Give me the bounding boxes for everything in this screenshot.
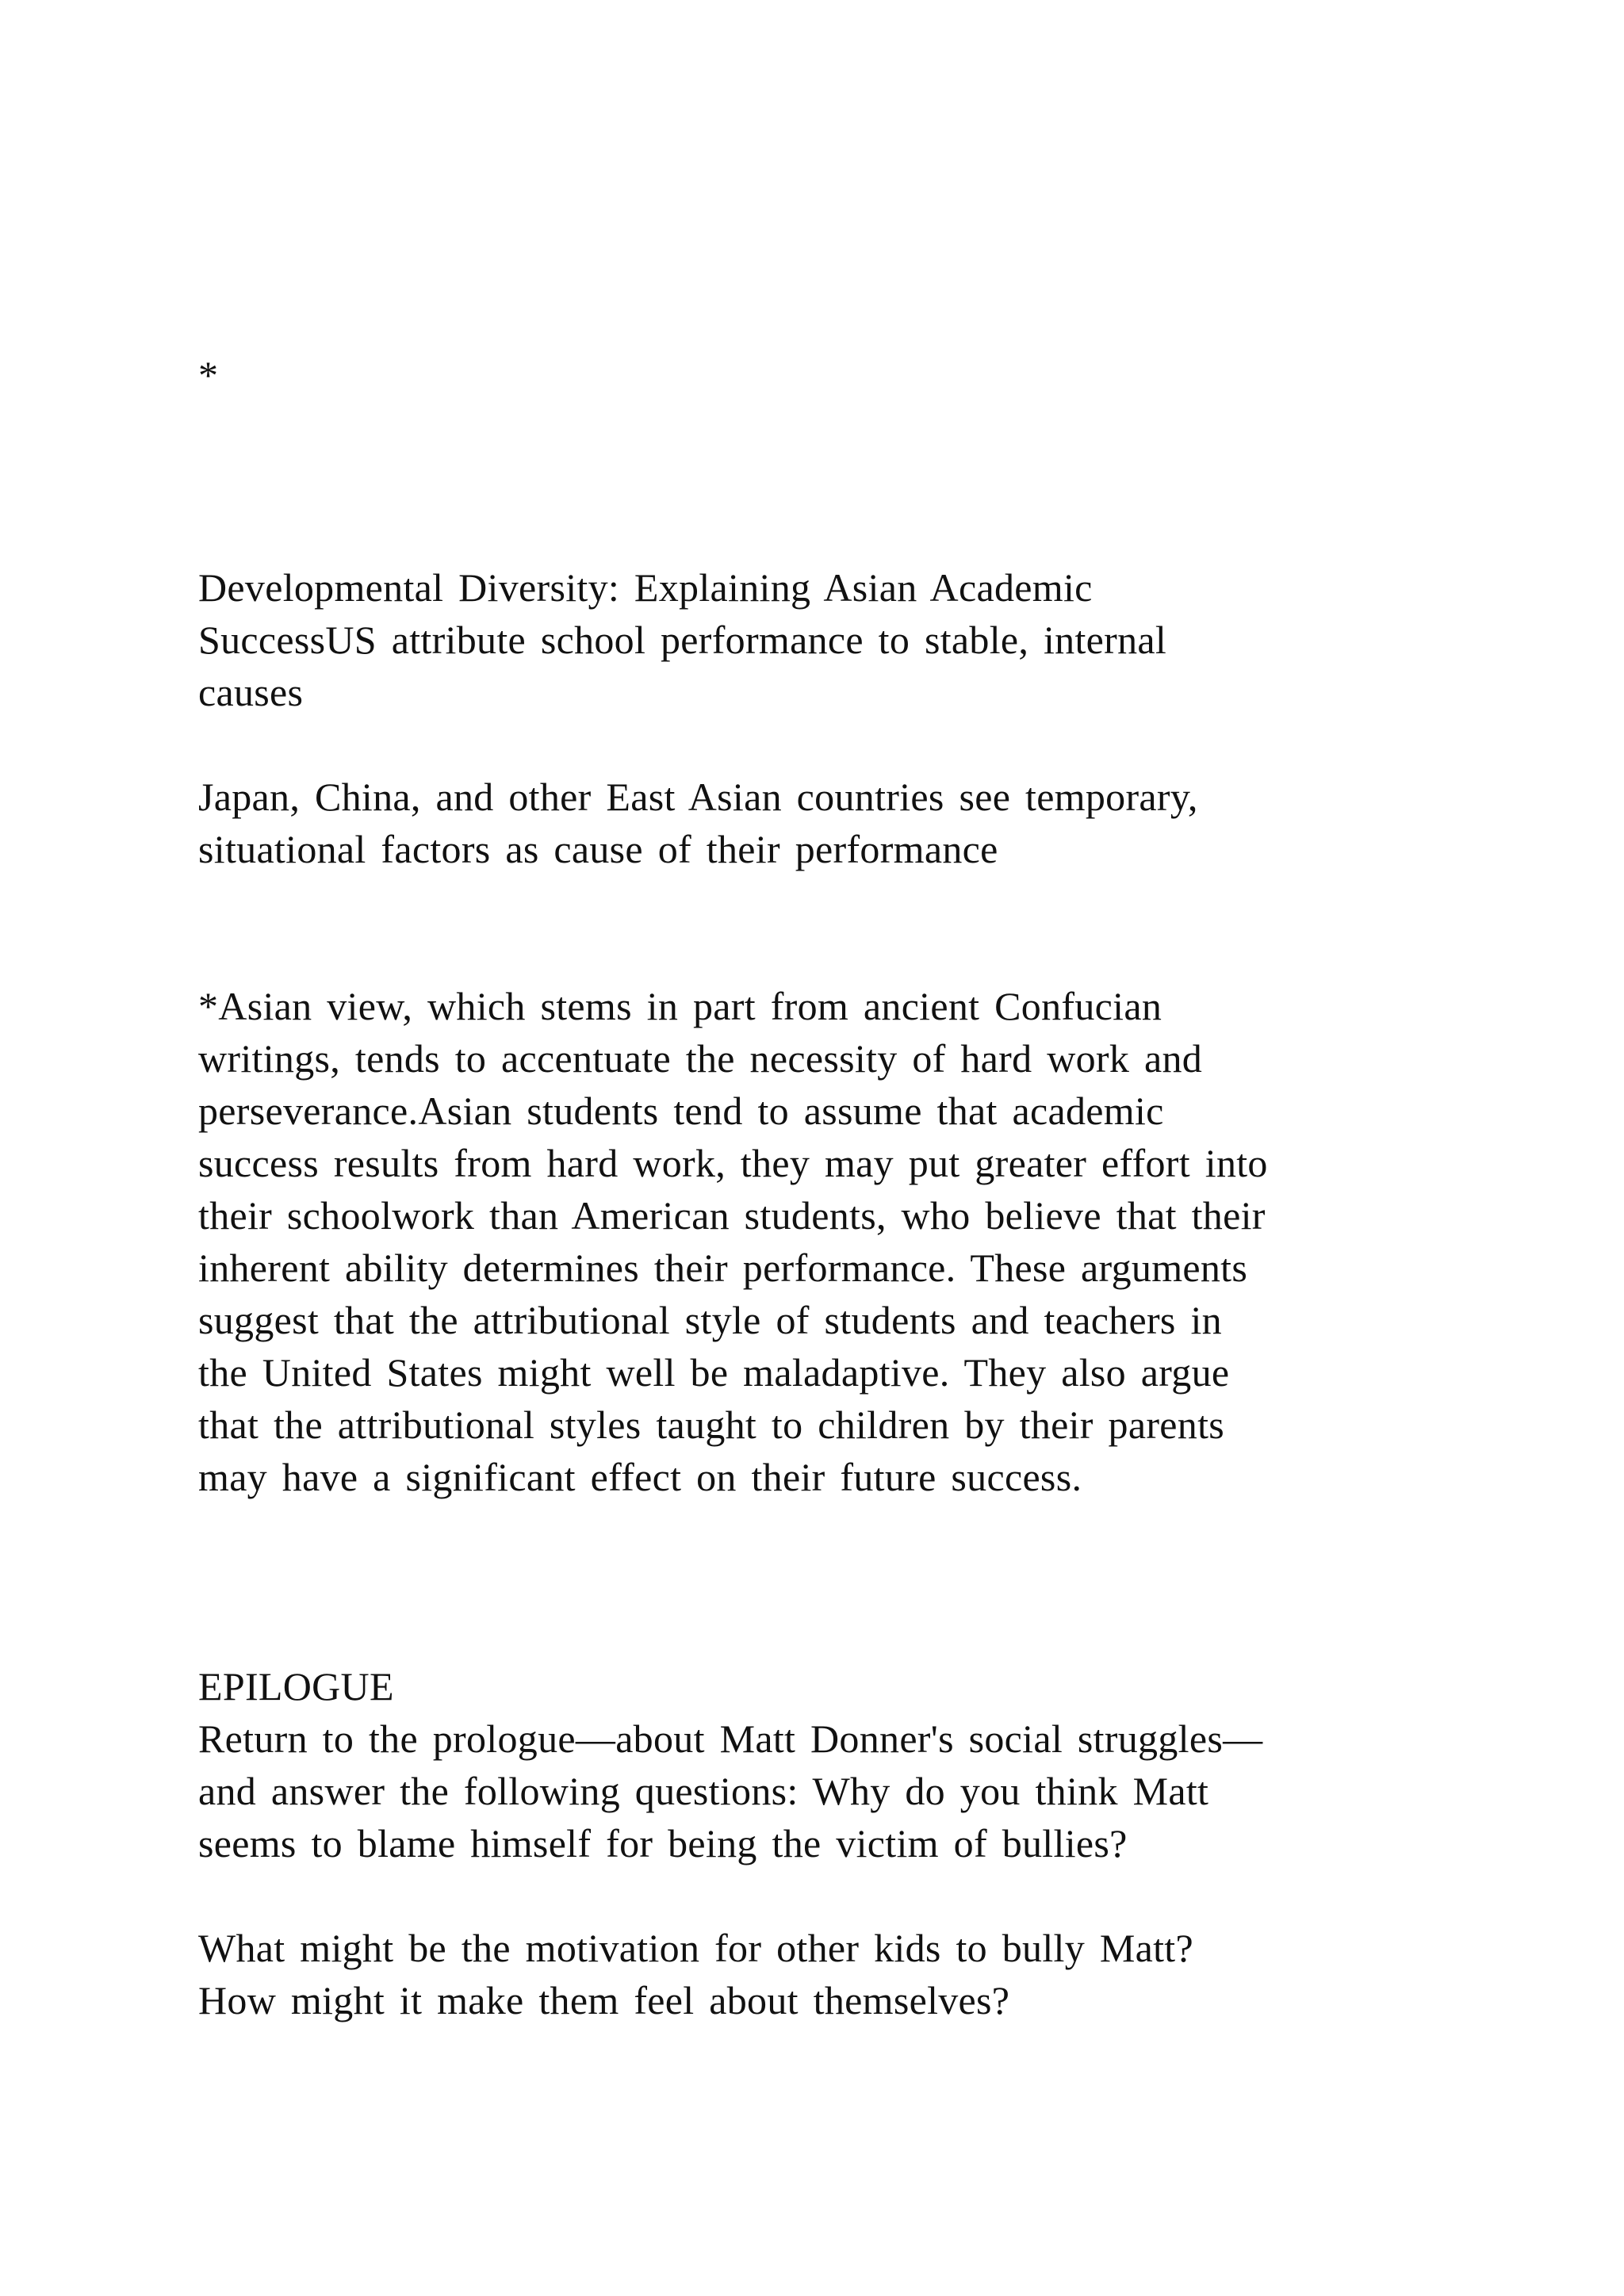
- text-line: writings, tends to accentuate the necessity of hard work and: [198, 1036, 1203, 1081]
- text-line: Return to the prologue—about Matt Donner's social struggles—: [198, 1716, 1263, 1761]
- text-line: success results from hard work, they may put greater effort into: [198, 1141, 1268, 1185]
- text-line: *Asian view, which stems in part from ancient Confucian: [198, 984, 1162, 1028]
- bullet-marker: *: [198, 353, 219, 397]
- text-line: causes: [198, 670, 304, 714]
- text-line: seems to blame himself for being the victim of bullies?: [198, 1821, 1128, 1866]
- text-line: suggest that the attributional style of students and teachers in: [198, 1298, 1222, 1342]
- question-line: What might be the motivation for other kids to bully Matt?: [198, 1926, 1193, 1970]
- heading-line: Developmental Diversity: Explaining Asian Academic: [198, 565, 1093, 610]
- question-line: How might it make them feel about themselves?: [198, 1978, 1010, 2022]
- text-line: situational factors as cause of their performance: [198, 827, 998, 871]
- text-line: inherent ability determines their performance. These arguments: [198, 1246, 1248, 1290]
- text-line: that the attributional styles taught to children by their parents: [198, 1402, 1225, 1447]
- text-line: and answer the following questions: Why do you think Matt: [198, 1769, 1209, 1813]
- text-line: perseverance.Asian students tend to assume that academic: [198, 1089, 1164, 1133]
- text-line: may have a significant effect on their future success.: [198, 1455, 1082, 1499]
- text-line: their schoolwork than American students, who believe that their: [198, 1193, 1266, 1238]
- epilogue-heading: EPILOGUE: [198, 1664, 394, 1709]
- text-line: Japan, China, and other East Asian countries see temporary,: [198, 775, 1198, 819]
- text-line: the United States might well be maladaptive. They also argue: [198, 1350, 1230, 1395]
- text-line: SuccessUS attribute school performance to stable, internal: [198, 618, 1167, 662]
